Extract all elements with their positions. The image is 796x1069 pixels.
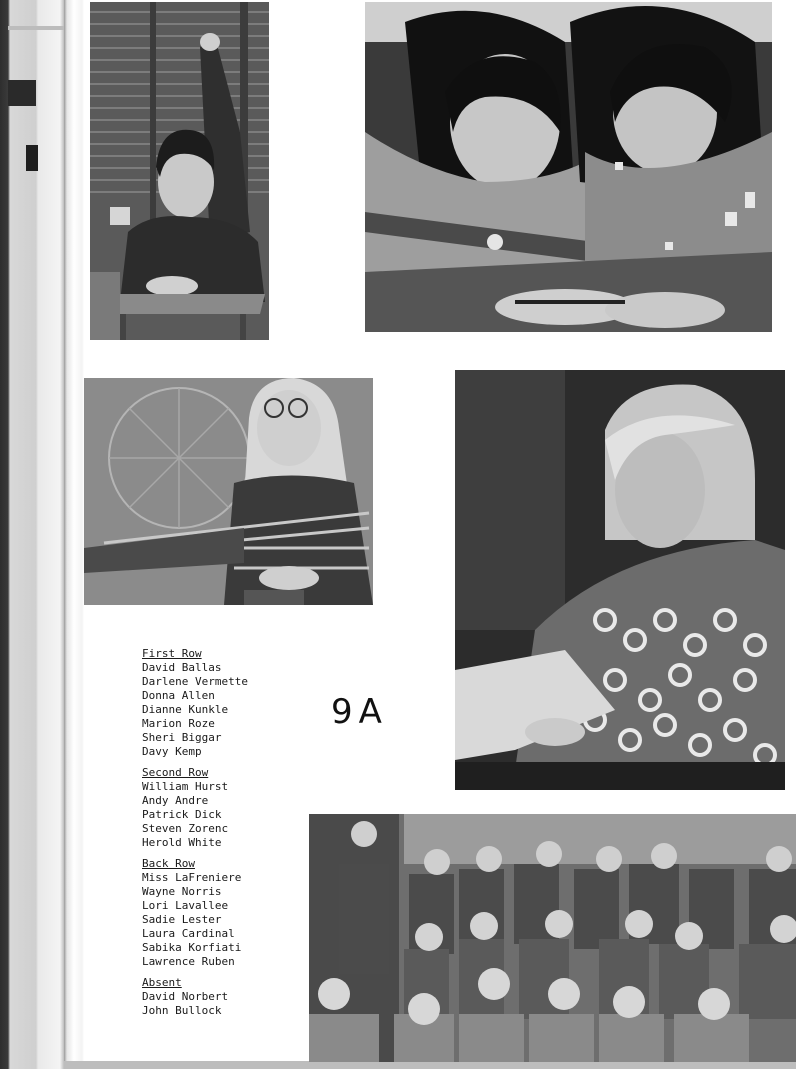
scanner-binding-edge bbox=[0, 0, 64, 1069]
class-roster bbox=[142, 647, 307, 1025]
roster-name: Laura Cardinal bbox=[142, 927, 235, 940]
roster-group-back-row bbox=[142, 857, 307, 969]
roster-name: Miss LaFreniere bbox=[142, 871, 242, 884]
roster-group-absent bbox=[142, 976, 307, 1018]
roster-group-second-row bbox=[142, 766, 307, 850]
binding-clip bbox=[26, 145, 38, 171]
roster-name: Steven Zorenc bbox=[142, 822, 229, 835]
roster-name: Marion Roze bbox=[142, 717, 215, 730]
roster-name: David Ballas bbox=[142, 661, 222, 674]
roster-name: Sheri Biggar bbox=[142, 731, 222, 744]
photo-boy-raising-hand bbox=[90, 2, 269, 340]
roster-name: Davy Kemp bbox=[142, 745, 202, 758]
roster-name: Dianne Kunkle bbox=[142, 703, 229, 716]
class-label: 9A bbox=[331, 692, 388, 732]
roster-name: Darlene Vermette bbox=[142, 675, 248, 688]
photo-two-girls-at-table bbox=[365, 2, 772, 332]
roster-name: Andy Andre bbox=[142, 794, 209, 807]
roster-name: Wayne Norris bbox=[142, 885, 222, 898]
roster-name: Sadie Lester bbox=[142, 913, 222, 926]
roster-heading: First Row bbox=[142, 647, 202, 660]
photo-class-group bbox=[309, 814, 796, 1062]
roster-heading: Second Row bbox=[142, 766, 209, 779]
page-edge-shadow bbox=[64, 0, 84, 1069]
roster-name: David Norbert bbox=[142, 990, 229, 1003]
binding-bar bbox=[8, 26, 64, 30]
roster-heading: Absent bbox=[142, 976, 182, 989]
roster-name: Sabika Korfiati bbox=[142, 941, 242, 954]
roster-name: Herold White bbox=[142, 836, 222, 849]
roster-name: Patrick Dick bbox=[142, 808, 222, 821]
roster-name: William Hurst bbox=[142, 780, 229, 793]
roster-group-first-row bbox=[142, 647, 307, 759]
roster-heading: Back Row bbox=[142, 857, 195, 870]
binding-clip bbox=[8, 80, 36, 106]
page-bottom-edge bbox=[64, 1061, 796, 1069]
roster-name: Donna Allen bbox=[142, 689, 215, 702]
photo-teacher-at-chalkboard bbox=[84, 378, 373, 605]
roster-name: Lori Lavallee bbox=[142, 899, 229, 912]
roster-name: John Bullock bbox=[142, 1004, 222, 1017]
photo-girl-reading-paper bbox=[455, 370, 785, 790]
roster-name: Lawrence Ruben bbox=[142, 955, 235, 968]
